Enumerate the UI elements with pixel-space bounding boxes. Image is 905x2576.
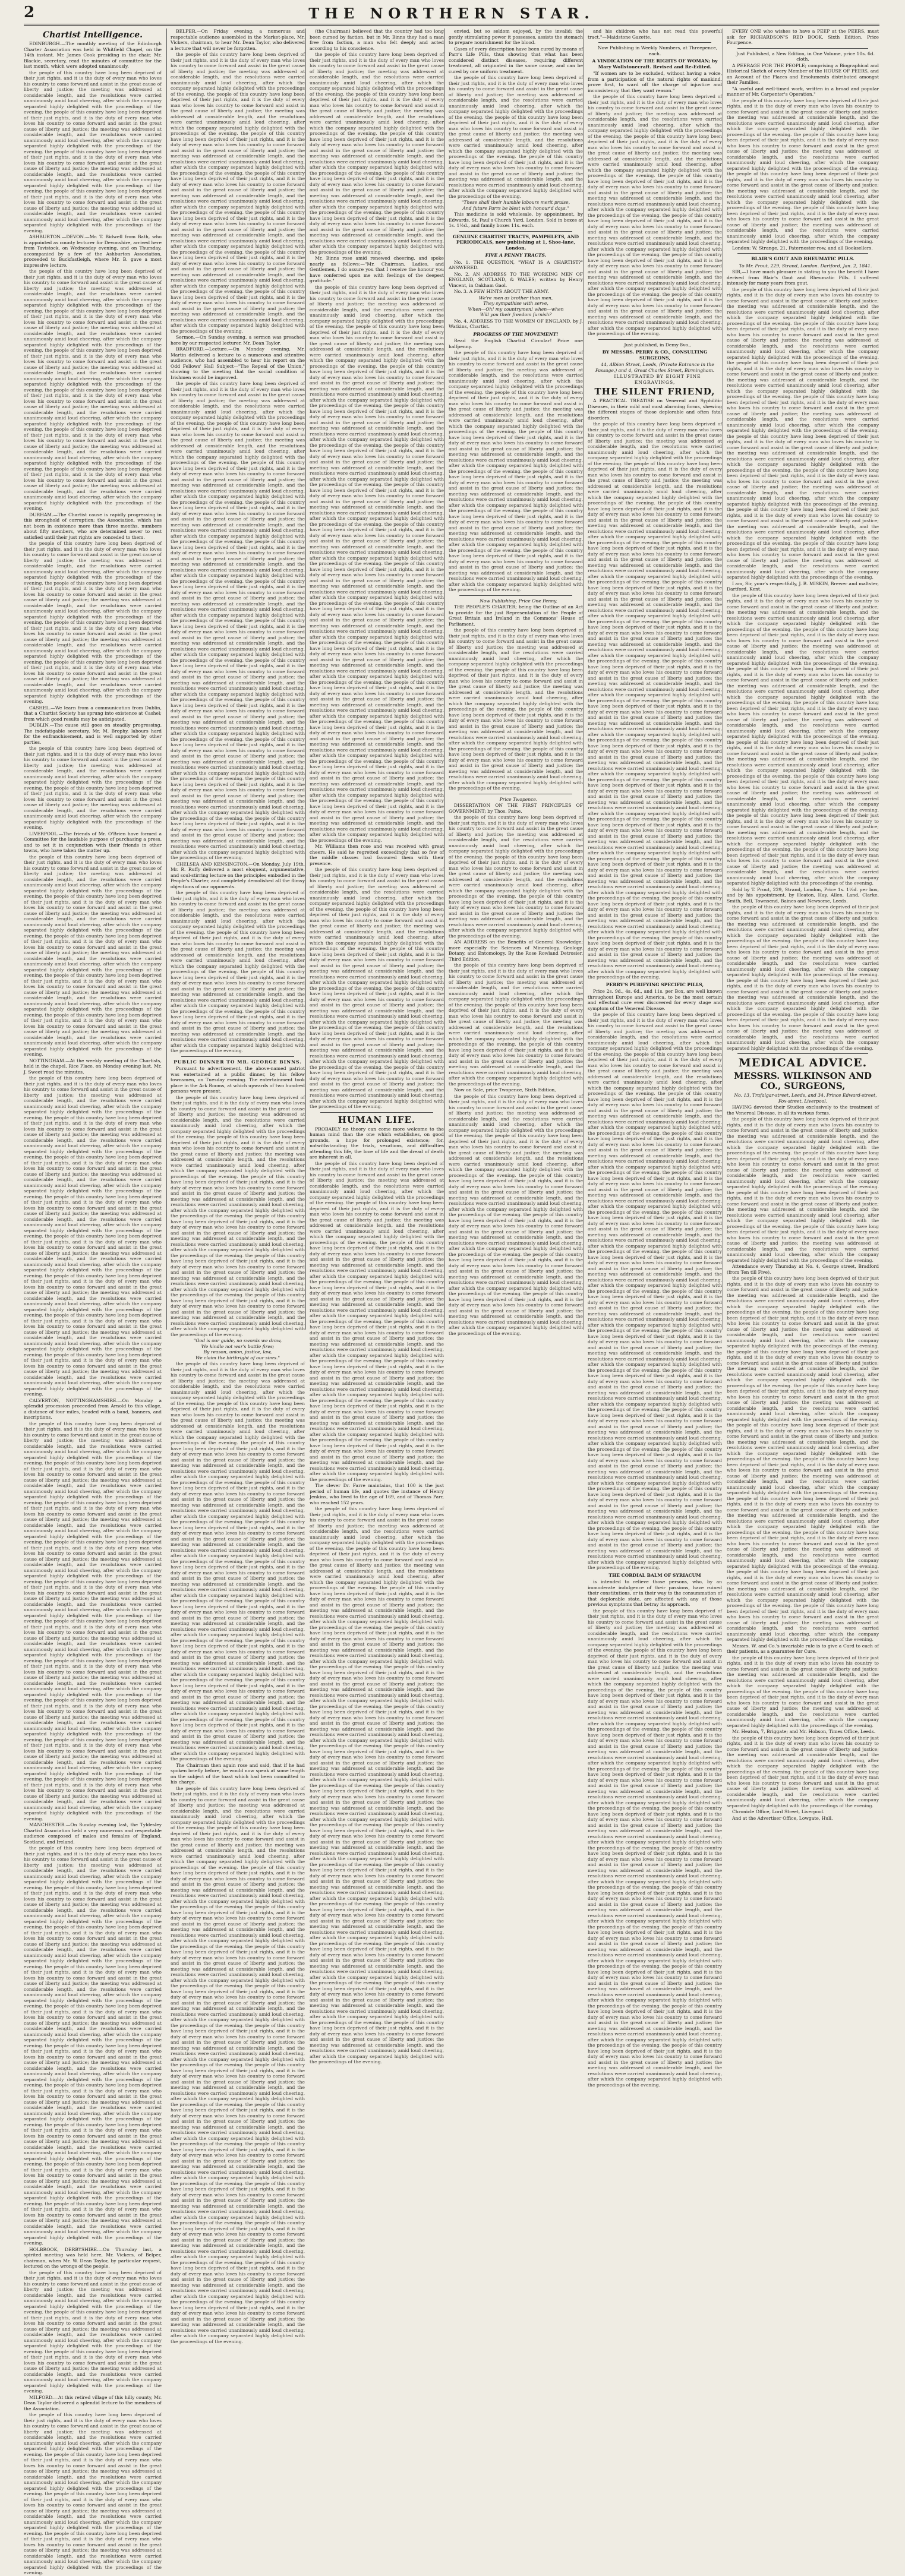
filler-paragraph: the people of this country have long been deprived of their just rights, and it is the duty of every man who loves his country to come forward and assist in the great cause of liberty and justice; the meeting was addressed at considerable length, and the resolutions were carried unanimously amid loud cheering, after which the company separated highly delighted with the proceedings of the evening. the people of this country have long been deprived of their just rights, and it is the duty of every man who loves his country to come forward and assist in the great cause of liberty and justice; the meeting was addressed at considerable length, and the resolutions were carried unanimously amid loud cheering, after which the company separated highly delighted with the proceedings of the evening. (727, 1655, 879, 1728)
column-4 (444, 29, 583, 1336)
advert-paragraph: No. 13, Trafalgar-street, Leeds, and 34, Prince Edward-street, Fox-street, Liverpool. (734, 1093, 877, 1104)
filler-paragraph: the people of this country have long been deprived of their just rights, and it is the duty of every man who loves his country to come forward and assist in the great cause of liberty and justice; the meeting was addressed at considerable length, and the resolutions were carried unanimously amid loud cheering, after which the company separated highly delighted with the proceedings of the evening. the people of this country have long been deprived of their just rights, and it is the duty of every man who loves his country to come forward and assist in the great cause of liberty and justice; the meeting was addressed at considerable length, and the resolutions were carried unanimously amid loud cheering, after which the company separated highly delighted with the proceedings of the evening. (727, 1735, 879, 1808)
filler-paragraph: the people of this country have long been deprived of their just rights, and it is the duty of every man who loves his country to come forward and assist in the great cause of liberty and justice; the meeting was addressed at considerable length, and the resolutions were carried unanimously amid loud cheering, after which the company separated highly delighted with the proceedings of the evening. the people of this country have long been deprived of their just rights, and it is the duty of every man who loves his country to come forward and assist in the great cause of liberty and justice; the meeting was addressed at considerable length, and the resolutions were carried unanimously amid loud cheering, after which the company separated highly delighted with the proceedings of the evening. the people of this country have long been deprived of their just rights, and it is the duty of every man who loves his country to come forward and assist in the great cause of liberty and justice; the meeting was addressed at considerable length, and the resolutions were carried unanimously amid loud cheering, after which the company separated highly delighted with the proceedings of the evening. the people of this country have long been deprived of their just rights, and it is the duty of every man who loves his country to come forward and assist in the great cause of liberty and justice; the meeting was addressed at considerable length, and the resolutions were carried unanimously amid loud cheering, after which the company separated highly delighted with the proceedings of the evening. the people of this country have long been deprived of their just rights, and it is the duty of every man who loves his country to come forward and assist in the great cause of liberty and justice; the meeting was addressed at considerable length, and the resolutions were carried unanimously amid loud cheering, after which the company separated highly delighted with the proceedings of the evening. the people of this country have long been deprived of their just rights, and it is the duty of every man who loves his country to come forward and assist in the great cause of liberty and justice; the meeting was addressed at considerable length, and the resolutions were carried unanimously amid loud cheering, after which the company separated highly delighted with the proceedings of the evening. the people of this country have long been deprived of their just rights, and it is the duty of every man who loves his country to come forward and assist in the great cause of liberty and justice; the meeting was addressed at considerable length, and the resolutions were carried unanimously amid loud cheering, after which the company separated highly delighted with the proceedings of the evening. (171, 52, 305, 334)
advert-paragraph: London: W. Strange, 21, Paternoster-row, and all Booksellers. (732, 245, 873, 251)
advert-heading: MESSRS. WILKINSON AND CO., SURGEONS, (734, 1071, 872, 1091)
advert-paragraph: To Mr. Prout, 229, Strand, London. Dartford, Jan. 2, 1841. (739, 263, 872, 269)
advert-paragraph: A PRACTICAL TREATISE on Venereal and Syphilitic Diseases, in their mild and most alarming forms, shewing the different stages of those deplorable and often fatal disorders. (588, 398, 722, 421)
filler-paragraph: the people of this country have long been deprived of their just rights, and it is the duty of every man who loves his country to come forward and assist in the great cause of liberty and justice; the meeting was addressed at considerable length, and the resolutions were carried unanimously amid loud cheering, after which the company separated highly delighted with the proceedings of the evening. the people of this country have long been deprived of their just rights, and it is the duty of every man who loves his country to come forward and assist in the great cause of liberty and justice; the meeting was addressed at considerable length, and the resolutions were carried unanimously amid loud cheering, after which the company separated highly delighted with the proceedings of the evening. the people of this country have long been deprived of their just rights, and it is the duty of every man who loves his country to come forward and assist in the great cause of liberty and justice; the meeting was addressed at considerable length, and the resolutions were carried unanimously amid loud cheering, after which the company separated highly delighted with the proceedings of the evening. (24, 2269, 162, 2394)
article-paragraph: CALVERTON, NOTTINGHAMSHIRE.—On Monday a splendid procession proceeded from Arnold to this village, a distance of four miles, headed with a band, banners, and inscriptions. (24, 1397, 162, 1420)
filler-paragraph: the people of this country have long been deprived of their just rights, and it is the duty of every man who loves his country to come forward and assist in the great cause of liberty and justice; the meeting was addressed at considerable length, and the resolutions were carried unanimously amid loud cheering, after which the company separated highly delighted with the proceedings of the evening. the people of this country have long been deprived of their just rights, and it is the duty of every man who loves his country to come forward and assist in the great cause of liberty and justice; the meeting was addressed at considerable length, and the resolutions were carried unanimously amid loud cheering, after which the company separated highly delighted with the proceedings of the evening. the people of this country have long been deprived of their just rights, and it is the duty of every man who loves his country to come forward and assist in the great cause of liberty and justice; the meeting was addressed at considerable length, and the resolutions were carried unanimously amid loud cheering, after which the company separated highly delighted with the proceedings of the evening. the people of this country have long been deprived of their just rights, and it is the duty of every man who loves his country to come forward and assist in the great cause of liberty and justice; the meeting was addressed at considerable length, and the resolutions were carried unanimously amid loud cheering, after which the company separated highly delighted with the proceedings of the evening. (24, 541, 162, 704)
advert-paragraph: No. 1. THE QUESTION, "WHAT IS A CHARTIST?" ANSWERED. (449, 259, 583, 270)
filler-paragraph: the people of this country have long been deprived of their just rights, and it is the duty of every man who loves his country to come forward and assist in the great cause of liberty and justice; the meeting was addressed at considerable length, and the resolutions were carried unanimously amid loud cheering, after which the company separated highly delighted with the proceedings of the evening. the people of this country have long been deprived of their just rights, and it is the duty of every man who loves his country to come forward and assist in the great cause of liberty and justice; the meeting was addressed at considerable length, and the resolutions were carried unanimously amid loud cheering, after which the company separated highly delighted with the proceedings of the evening. the people of this country have long been deprived of their just rights, and it is the duty of every man who loves his country to come forward and assist in the great cause of liberty and justice; the meeting was addressed at considerable length, and the resolutions were carried unanimously amid loud cheering, after which the company separated highly delighted with the proceedings of the evening. the people of this country have long been deprived of their just rights, and it is the duty of every man who loves his country to come forward and assist in the great cause of liberty and justice; the meeting was addressed at considerable length, and the resolutions were carried unanimously amid loud cheering, after which the company separated highly delighted with the proceedings of the evening. the people of this country have long been deprived of their just rights, and it is the duty of every man who loves his country to come forward and assist in the great cause of liberty and justice; the meeting was addressed at considerable length, and the resolutions were carried unanimously amid loud cheering, after which the company separated highly delighted with the proceedings of the evening. the people of this country have long been deprived of their just rights, and it is the duty of every man who loves his country to come forward and assist in the great cause of liberty and justice; the meeting was addressed at considerable length, and the resolutions were carried unanimously amid loud cheering, after which the company separated highly delighted with the proceedings of the evening. (449, 350, 583, 592)
advert-paragraph: Just Published, a New Edition, in One Volume, price 10s. 6d. cloth, (736, 50, 875, 62)
advert-paragraph: 44, Albion Street, Leeds, (Private Entrance in the Passage,) and 4, Great Charles Street, Birmingham. (595, 362, 715, 373)
masthead (24, 4, 879, 26)
advert-heading: A VINDICATION OF THE RIGHTS OF WOMAN; by Mary Wollstonecraft. Revised and Re-Edited. (592, 58, 718, 70)
advert-paragraph: "A useful and well-timed work, written in a broad and popular manner of Mr. Carpenter's Operation." (727, 86, 879, 97)
advert-paragraph: Price 2s. 9d., 4s. 6d., and 11s. per Box, are well known throughout Europe and America, to be the most certain and effectual cure ever discovered for every stage and symptom of the Venereal Disease. (588, 989, 722, 1011)
filler-paragraph: the people of this country have long been deprived of their just rights, and it is the duty of every man who loves his country to come forward and assist in the great cause of liberty and justice; the meeting was addressed at considerable length, and the resolutions were carried unanimously amid loud cheering, after which the company separated highly delighted with the proceedings of the evening. the people of this country have long been deprived of their just rights, and it is the duty of every man who loves his country to come forward and assist in the great cause of liberty and justice; the meeting was addressed at considerable length, and the resolutions were carried unanimously amid loud cheering, after which the company separated highly delighted with the proceedings of the evening. the people of this country have long been deprived of their just rights, and it is the duty of every man who loves his country to come forward and assist in the great cause of liberty and justice; the meeting was addressed at considerable length, and the resolutions were carried unanimously amid loud cheering, after which the company separated highly delighted with the proceedings of the evening. (449, 75, 583, 199)
column-3 (305, 29, 444, 2064)
filler-paragraph: the people of this country have long been deprived of their just rights, and it is the duty of every man who loves his country to come forward and assist in the great cause of liberty and justice; the meeting was addressed at considerable length, and the resolutions were carried unanimously amid loud cheering, after which the company separated highly delighted with the proceedings of the evening. the people of this country have long been deprived of their just rights, and it is the duty of every man who loves his country to come forward and assist in the great cause of liberty and justice; the meeting was addressed at considerable length, and the resolutions were carried unanimously amid loud cheering, after which the company separated highly delighted with the proceedings of the evening. the people of this country have long been deprived of their just rights, and it is the duty of every man who loves his country to come forward and assist in the great cause of liberty and justice; the meeting was addressed at considerable length, and the resolutions were carried unanimously amid loud cheering, after which the company separated highly delighted with the proceedings of the evening. (449, 962, 583, 1087)
advert-paragraph: is intended to relieve those persons, who, by an immoderate indulgence of their passions, have ruined their constitutions, or in their way to the consummation of that deplorable state, are affected with any of those previous symptoms that betray its approach. (588, 1579, 722, 1607)
advert-paragraph: This medicine is sold wholesale, by appointment, by Edwards, St. Paul's Church Yard, London. Sold in boxes at 1s. 1½d., and family boxes 11s. each. (449, 211, 583, 228)
advert-paragraph: Chronicle Office, Lord Street, Liverpool. (732, 1809, 825, 1814)
filler-paragraph: the people of this country have long been deprived of their just rights, and it is the duty of every man who loves his country to come forward and assist in the great cause of liberty and justice; the meeting was addressed at considerable length, and the resolutions were carried unanimously amid loud cheering, after which the company separated highly delighted with the proceedings of the evening. the people of this country have long been deprived of their just rights, and it is the duty of every man who loves his country to come forward and assist in the great cause of liberty and justice; the meeting was addressed at considerable length, and the resolutions were carried unanimously amid loud cheering, after which the company separated highly delighted with the proceedings of the evening. the people of this country have long been deprived of their just rights, and it is the duty of every man who loves his country to come forward and assist in the great cause of liberty and justice; the meeting was addressed at considerable length, and the resolutions were carried unanimously amid loud cheering, after which the company separated highly delighted with the proceedings of the evening. the people of this country have long been deprived of their just rights, and it is the duty of every man who loves his country to come forward and assist in the great cause of liberty and justice; the meeting was addressed at considerable length, and the resolutions were carried unanimously amid loud cheering, after which the company separated highly delighted with the proceedings of the evening. the people of this country have long been deprived of their just rights, and it is the duty of every man who loves his country to come forward and assist in the great cause of liberty and justice; the meeting was addressed at considerable length, and the resolutions were carried unanimously amid loud cheering, after which the company separated highly delighted with the proceedings of the evening. the people of this country have long been deprived of their just rights, and it is the duty of every man who loves his country to come forward and assist in the great cause of liberty and justice; the meeting was addressed at considerable length, and the resolutions were carried unanimously amid loud cheering, after which the company separated highly delighted with the proceedings of the evening. (588, 94, 722, 336)
filler-paragraph: the people of this country have long been deprived of their just rights, and it is the duty of every man who loves his country to come forward and assist in the great cause of liberty and justice; the meeting was addressed at considerable length, and the resolutions were carried unanimously amid loud cheering, after which the company separated highly delighted with the proceedings of the evening. the people of this country have long been deprived of their just rights, and it is the duty of every man who loves his country to come forward and assist in the great cause of liberty and justice; the meeting was addressed at considerable length, and the resolutions were carried unanimously amid loud cheering, after which the company separated highly delighted with the proceedings of the evening. the people of this country have long been deprived of their just rights, and it is the duty of every man who loves his country to come forward and assist in the great cause of liberty and justice; the meeting was addressed at considerable length, and the resolutions were carried unanimously amid loud cheering, after which the company separated highly delighted with the proceedings of the evening. the people of this country have long been deprived of their just rights, and it is the duty of every man who loves his country to come forward and assist in the great cause of liberty and justice; the meeting was addressed at considerable length, and the resolutions were carried unanimously amid loud cheering, after which the company separated highly delighted with the proceedings of the evening. the people of this country have long been deprived of their just rights, and it is the duty of every man who loves his country to come forward and assist in the great cause of liberty and justice; the meeting was addressed at considerable length, and the resolutions were carried unanimously amid loud cheering, after which the company separated highly delighted with the proceedings of the evening. the people of this country have long been deprived of their just rights, and it is the duty of every man who loves his country to come forward and assist in the great cause of liberty and justice; the meeting was addressed at considerable length, and the resolutions were carried unanimously amid loud cheering, after which the company separated highly delighted with the proceedings of the evening. the people of this country have long been deprived of their just rights, and it is the duty of every man who loves his country to come forward and assist in the great cause of liberty and justice; the meeting was addressed at considerable length, and the resolutions were carried unanimously amid loud cheering, after which the company separated highly delighted with the proceedings of the evening. the people of this country have long been deprived of their just rights, and it is the duty of every man who loves his country to come forward and assist in the great cause of liberty and justice; the meeting was addressed at considerable length, and the resolutions were carried unanimously amid loud cheering, after which the company separated highly delighted with the proceedings of the evening. the people of this country have long been deprived of their just rights, and it is the duty of every man who loves his country to come forward and assist in the great cause of liberty and justice; the meeting was addressed at considerable length, and the resolutions were carried unanimously amid loud cheering, after which the company separated highly delighted with the proceedings of the evening. the people of this country have long been deprived of their just rights, and it is the duty of every man who loves his country to come forward and assist in the great cause of liberty and justice; the meeting was addressed at considerable length, and the resolutions were carried unanimously amid loud cheering, after which the company separated highly delighted with the proceedings of the evening. the people of this country have long been deprived of their just rights, and it is the duty of every man who loves his country to come forward and assist in the great cause of liberty and justice; the meeting was addressed at considerable length, and the resolutions were carried unanimously amid loud cheering, after which the company separated highly delighted with the proceedings of the evening. the people of this country have long been deprived of their just rights, and it is the duty of every man who loves his country to come forward and assist in the great cause of liberty and justice; the meeting was addressed at considerable length, and the resolutions were carried unanimously amid loud cheering, after which the company separated highly delighted with the proceedings of the evening. the people of this country have long been deprived of their just rights, and it is the duty of every man who loves his country to come forward and assist in the great cause of liberty and justice; the meeting was addressed at considerable length, and the resolutions were carried unanimously amid loud cheering, after which the company separated highly delighted with the proceedings of the evening. the people of this country have long been deprived of their just rights, and it is the duty of every man who loves his country to come forward and assist in the great cause of liberty and justice; the meeting was addressed at considerable length, and the resolutions were carried unanimously amid loud cheering, after which the company separated highly delighted with the proceedings of the evening. (588, 1012, 722, 1570)
advert-paragraph: EVERY ONE who wishes to have a PEEP at the PEERS, must ask for RICHARDSON'S RED BOOK, Sixth Edition, Price Fourpence. (727, 29, 879, 45)
filler-paragraph: the people of this country have long been deprived of their just rights, and it is the duty of every man who loves his country to come forward and assist in the great cause of liberty and justice; the meeting was addressed at considerable length, and the resolutions were carried unanimously amid loud cheering, after which the company separated highly delighted with the proceedings of the evening. the people of this country have long been deprived of their just rights, and it is the duty of every man who loves his country to come forward and assist in the great cause of liberty and justice; the meeting was addressed at considerable length, and the resolutions were carried unanimously amid loud cheering, after which the company separated highly delighted with the proceedings of the evening. the people of this country have long been deprived of their just rights, and it is the duty of every man who loves his country to come forward and assist in the great cause of liberty and justice; the meeting was addressed at considerable length, and the resolutions were carried unanimously amid loud cheering, after which the company separated highly delighted with the proceedings of the evening. the people of this country have long been deprived of their just rights, and it is the duty of every man who loves his country to come forward and assist in the great cause of liberty and justice; the meeting was addressed at considerable length, and the resolutions were carried unanimously amid loud cheering, after which the company separated highly delighted with the proceedings of the evening. the people of this country have long been deprived of their just rights, and it is the duty of every man who loves his country to come forward and assist in the great cause of liberty and justice; the meeting was addressed at considerable length, and the resolutions were carried unanimously amid loud cheering, after which the company separated highly delighted with the proceedings of the evening. the people of this country have long been deprived of their just rights, and it is the duty of every man who loves his country to come forward and assist in the great cause of liberty and justice; the meeting was addressed at considerable length, and the resolutions were carried unanimously amid loud cheering, after which the company separated highly delighted with the proceedings of the evening. (449, 1093, 583, 1336)
advert-subheading: PROGRESS OF THE MOVEMENT! (473, 331, 559, 337)
advert-paragraph: I am, Sir, your's respectfully, J. B. MISKIN, Brewer and maltster, Dartford, Kent. (727, 580, 879, 592)
filler-paragraph: the people of this country have long been deprived of their just rights, and it is the duty of every man who loves his country to come forward and assist in the great cause of liberty and justice; the meeting was addressed at considerable length, and the resolutions were carried unanimously amid loud cheering, after which the company separated highly delighted with the proceedings of the evening. the people of this country have long been deprived of their just rights, and it is the duty of every man who loves his country to come forward and assist in the great cause of liberty and justice; the meeting was addressed at considerable length, and the resolutions were carried unanimously amid loud cheering, after which the company separated highly delighted with the proceedings of the evening. the people of this country have long been deprived of their just rights, and it is the duty of every man who loves his country to come forward and assist in the great cause of liberty and justice; the meeting was addressed at considerable length, and the resolutions were carried unanimously amid loud cheering, after which the company separated highly delighted with the proceedings of the evening. the people of this country have long been deprived of their just rights, and it is the duty of every man who loves his country to come forward and assist in the great cause of liberty and justice; the meeting was addressed at considerable length, and the resolutions were carried unanimously amid loud cheering, after which the company separated highly delighted with the proceedings of the evening. the people of this country have long been deprived of their just rights, and it is the duty of every man who loves his country to come forward and assist in the great cause of liberty and justice; the meeting was addressed at considerable length, and the resolutions were carried unanimously amid loud cheering, after which the company separated highly delighted with the proceedings of the evening. the people of this country have long been deprived of their just rights, and it is the duty of every man who loves his country to come forward and assist in the great cause of liberty and justice; the meeting was addressed at considerable length, and the resolutions were carried unanimously amid loud cheering, after which the company separated highly delighted with the proceedings of the evening. the people of this country have long been deprived of their just rights, and it is the duty of every man who loves his country to come forward and assist in the great cause of liberty and justice; the meeting was addressed at considerable length, and the resolutions were carried unanimously amid loud cheering, after which the company separated highly delighted with the proceedings of the evening. the people of this country have long been deprived of their just rights, and it is the duty of every man who loves his country to come forward and assist in the great cause of liberty and justice; the meeting was addressed at considerable length, and the resolutions were carried unanimously amid loud cheering, after which the company separated highly delighted with the proceedings of the evening. (310, 1160, 444, 1482)
column-6 (723, 29, 879, 1821)
section-rule (598, 339, 711, 340)
advert-paragraph: Price Twopence. (499, 796, 538, 802)
article-paragraph: DUBLIN.—The cause still goes on steadily progressing. The indefatigable secretary, Mr. M. Brophy, labours hard for the enfranchisement, and is well supported by other parties. (24, 722, 162, 745)
filler-paragraph: the people of this country have long been deprived of their just rights, and it is the duty of every man who loves his country to come forward and assist in the great cause of liberty and justice; the meeting was addressed at considerable length, and the resolutions were carried unanimously amid loud cheering, after which the company separated highly delighted with the proceedings of the evening. the people of this country have long been deprived of their just rights, and it is the duty of every man who loves his country to come forward and assist in the great cause of liberty and justice; the meeting was addressed at considerable length, and the resolutions were carried unanimously amid loud cheering, after which the company separated highly delighted with the proceedings of the evening. (24, 746, 162, 830)
section-rule (598, 42, 711, 43)
advert-paragraph: HAVING devoted their Studies exclusively to the treatment of the Venereal Disease, in all its various forms. (727, 1104, 879, 1116)
section-rule (737, 1053, 868, 1054)
filler-paragraph: the people of this country have long been deprived of their just rights, and it is the duty of every man who loves his country to come forward and assist in the great cause of liberty and justice; the meeting was addressed at considerable length, and the resolutions were carried unanimously amid loud cheering, after which the company separated highly delighted with the proceedings of the evening. the people of this country have long been deprived of their just rights, and it is the duty of every man who loves his country to come forward and assist in the great cause of liberty and justice; the meeting was addressed at considerable length, and the resolutions were carried unanimously amid loud cheering, after which the company separated highly delighted with the proceedings of the evening. the people of this country have long been deprived of their just rights, and it is the duty of every man who loves his country to come forward and assist in the great cause of liberty and justice; the meeting was addressed at considerable length, and the resolutions were carried unanimously amid loud cheering, after which the company separated highly delighted with the proceedings of the evening. the people of this country have long been deprived of their just rights, and it is the duty of every man who loves his country to come forward and assist in the great cause of liberty and justice; the meeting was addressed at considerable length, and the resolutions were carried unanimously amid loud cheering, after which the company separated highly delighted with the proceedings of the evening. the people of this country have long been deprived of their just rights, and it is the duty of every man who loves his country to come forward and assist in the great cause of liberty and justice; the meeting was addressed at considerable length, and the resolutions were carried unanimously amid loud cheering, after which the company separated highly delighted with the proceedings of the evening. the people of this country have long been deprived of their just rights, and it is the duty of every man who loves his country to come forward and assist in the great cause of liberty and justice; the meeting was addressed at considerable length, and the resolutions were carried unanimously amid loud cheering, after which the company separated highly delighted with the proceedings of the evening. (171, 1094, 305, 1337)
advert-paragraph: Read the English Chartist Circular! Price one halfpenny. (449, 338, 583, 349)
columns (24, 29, 879, 2575)
verse: We're men as brother than men, They sympathise with serve, When—Oh! my countrymen! when—when Will you their freedom furnish? (468, 295, 564, 317)
advert-heading: BY MESSRS. PERRY & CO., CONSULTING SURGEONS, (602, 349, 708, 361)
advert-paragraph: AN ADDRESS on the Benefits of General Knowledge; more especially the Sciences of Mineralogy, Geology, Botany, and Entomology. By the Rose Rowland Detrosier. Third Edition. (449, 939, 583, 962)
article-paragraph: DURHAM.—The Chartist cause is rapidly progressing in this stronghold of corruption; the Association, which has not been in existence more than three months, numbers about fifty members, who are determined never to rest satisfied until their just rights are conceded to them. (24, 512, 162, 540)
advert-paragraph: DISSERTATION ON THE FIRST PRINCIPLES OF GOVERNMENT; by Thos. Paine. (449, 803, 583, 814)
section-heading: PUBLIC DINNER TO MR. GEORGE BINNS. (174, 1059, 302, 1065)
filler-paragraph: the people of this country have long been deprived of their just rights, and it is the duty of every man who loves his country to come forward and assist in the great cause of liberty and justice; the meeting was addressed at considerable length, and the resolutions were carried unanimously amid loud cheering, after which the company separated highly delighted with the proceedings of the evening. the people of this country have long been deprived of their just rights, and it is the duty of every man who loves his country to come forward and assist in the great cause of liberty and justice; the meeting was addressed at considerable length, and the resolutions were carried unanimously amid loud cheering, after which the company separated highly delighted with the proceedings of the evening. the people of this country have long been deprived of their just rights, and it is the duty of every man who loves his country to come forward and assist in the great cause of liberty and justice; the meeting was addressed at considerable length, and the resolutions were carried unanimously amid loud cheering, after which the company separated highly delighted with the proceedings of the evening. the people of this country have long been deprived of their just rights, and it is the duty of every man who loves his country to come forward and assist in the great cause of liberty and justice; the meeting was addressed at considerable length, and the resolutions were carried unanimously amid loud cheering, after which the company separated highly delighted with the proceedings of the evening. the people of this country have long been deprived of their just rights, and it is the duty of every man who loves his country to come forward and assist in the great cause of liberty and justice; the meeting was addressed at considerable length, and the resolutions were carried unanimously amid loud cheering, after which the company separated highly delighted with the proceedings of the evening. the people of this country have long been deprived of their just rights, and it is the duty of every man who loves his country to come forward and assist in the great cause of liberty and justice; the meeting was addressed at considerable length, and the resolutions were carried unanimously amid loud cheering, after which the company separated highly delighted with the proceedings of the evening. the people of this country have long been deprived of their just rights, and it is the duty of every man who loves his country to come forward and assist in the great cause of liberty and justice; the meeting was addressed at considerable length, and the resolutions were carried unanimously amid loud cheering, after which the company separated highly delighted with the proceedings of the evening. the people of this country have long been deprived of their just rights, and it is the duty of every man who loves his country to come forward and assist in the great cause of liberty and justice; the meeting was addressed at considerable length, and the resolutions were carried unanimously amid loud cheering, after which the company separated highly delighted with the proceedings of the evening. the people of this country have long been deprived of their just rights, and it is the duty of every man who loves his country to come forward and assist in the great cause of liberty and justice; the meeting was addressed at considerable length, and the resolutions were carried unanimously amid loud cheering, after which the company separated highly delighted with the proceedings of the evening. the people of this country have long been deprived of their just rights, and it is the duty of every man who loves his country to come forward and assist in the great cause of liberty and justice; the meeting was addressed at considerable length, and the resolutions were carried unanimously amid loud cheering, after which the company separated highly delighted with the proceedings of the evening. (24, 1420, 162, 1821)
filler-paragraph: the people of this country have long been deprived of their just rights, and it is the duty of every man who loves his country to come forward and assist in the great cause of liberty and justice; the meeting was addressed at considerable length, and the resolutions were carried unanimously amid loud cheering, after which the company separated highly delighted with the proceedings of the evening. the people of this country have long been deprived of their just rights, and it is the duty of every man who loves his country to come forward and assist in the great cause of liberty and justice; the meeting was addressed at considerable length, and the resolutions were carried unanimously amid loud cheering, after which the company separated highly delighted with the proceedings of the evening. the people of this country have long been deprived of their just rights, and it is the duty of every man who loves his country to come forward and assist in the great cause of liberty and justice; the meeting was addressed at considerable length, and the resolutions were carried unanimously amid loud cheering, after which the company separated highly delighted with the proceedings of the evening. the people of this country have long been deprived of their just rights, and it is the duty of every man who loves his country to come forward and assist in the great cause of liberty and justice; the meeting was addressed at considerable length, and the resolutions were carried unanimously amid loud cheering, after which the company separated highly delighted with the proceedings of the evening. the people of this country have long been deprived of their just rights, and it is the duty of every man who loves his country to come forward and assist in the great cause of liberty and justice; the meeting was addressed at considerable length, and the resolutions were carried unanimously amid loud cheering, after which the company separated highly delighted with the proceedings of the evening. the people of this country have long been deprived of their just rights, and it is the duty of every man who loves his country to come forward and assist in the great cause of liberty and justice; the meeting was addressed at considerable length, and the resolutions were carried unanimously amid loud cheering, after which the company separated highly delighted with the proceedings of the evening. (310, 867, 444, 1109)
filler-paragraph: the people of this country have long been deprived of their just rights, and it is the duty of every man who loves his country to come forward and assist in the great cause of liberty and justice; the meeting was addressed at considerable length, and the resolutions were carried unanimously amid loud cheering, after which the company separated highly delighted with the proceedings of the evening. the people of this country have long been deprived of their just rights, and it is the duty of every man who loves his country to come forward and assist in the great cause of liberty and justice; the meeting was addressed at considerable length, and the resolutions were carried unanimously amid loud cheering, after which the company separated highly delighted with the proceedings of the evening. the people of this country have long been deprived of their just rights, and it is the duty of every man who loves his country to come forward and assist in the great cause of liberty and justice; the meeting was addressed at considerable length, and the resolutions were carried unanimously amid loud cheering, after which the company separated highly delighted with the proceedings of the evening. the people of this country have long been deprived of their just rights, and it is the duty of every man who loves his country to come forward and assist in the great cause of liberty and justice; the meeting was addressed at considerable length, and the resolutions were carried unanimously amid loud cheering, after which the company separated highly delighted with the proceedings of the evening. the people of this country have long been deprived of their just rights, and it is the duty of every man who loves his country to come forward and assist in the great cause of liberty and justice; the meeting was addressed at considerable length, and the resolutions were carried unanimously amid loud cheering, after which the company separated highly delighted with the proceedings of the evening. the people of this country have long been deprived of their just rights, and it is the duty of every man who loves his country to come forward and assist in the great cause of liberty and justice; the meeting was addressed at considerable length, and the resolutions were carried unanimously amid loud cheering, after which the company separated highly delighted with the proceedings of the evening. the people of this country have long been deprived of their just rights, and it is the duty of every man who loves his country to come forward and assist in the great cause of liberty and justice; the meeting was addressed at considerable length, and the resolutions were carried unanimously amid loud cheering, after which the company separated highly delighted with the proceedings of the evening. the people of this country have long been deprived of their just rights, and it is the duty of every man who loves his country to come forward and assist in the great cause of liberty and justice; the meeting was addressed at considerable length, and the resolutions were carried unanimously amid loud cheering, after which the company separated highly delighted with the proceedings of the evening. the people of this country have long been deprived of their just rights, and it is the duty of every man who loves his country to come forward and assist in the great cause of liberty and justice; the meeting was addressed at considerable length, and the resolutions were carried unanimously amid loud cheering, after which the company separated highly delighted with the proceedings of the evening. the people of this country have long been deprived of their just rights, and it is the duty of every man who loves his country to come forward and assist in the great cause of liberty and justice; the meeting was addressed at considerable length, and the resolutions were carried unanimously amid loud cheering, after which the company separated highly delighted with the proceedings of the evening. the people of this country have long been deprived of their just rights, and it is the duty of every man who loves his country to come forward and assist in the great cause of liberty and justice; the meeting was addressed at considerable length, and the resolutions were carried unanimously amid loud cheering, after which the company separated highly delighted with the proceedings of the evening. the people of this country have long been deprived of their just rights, and it is the duty of every man who loves his country to come forward and assist in the great cause of liberty and justice; the meeting was addressed at considerable length, and the resolutions were carried unanimously amid loud cheering, after which the company separated highly delighted with the proceedings of the evening. the people of this country have long been deprived of their just rights, and it is the duty of every man who loves his country to come forward and assist in the great cause of liberty and justice; the meeting was addressed at considerable length, and the resolutions were carried unanimously amid loud cheering, after which the company separated highly delighted with the proceedings of the evening. the people of this country have long been deprived of their just rights, and it is the duty of every man who loves his country to come forward and assist in the great cause of liberty and justice; the meeting was addressed at considerable length, and the resolutions were carried unanimously amid loud cheering, after which the company separated highly delighted with the proceedings of the evening. (310, 1506, 444, 2064)
article-paragraph: The Chairman then again rose and said, that if he had spoken briefly before, he would now speak at some length on the subject of the toast which had been committed to his charge. (171, 1762, 305, 1785)
advert-paragraph: THE PEOPLE'S CHARTER; being the Outline of an Act to provide for the just Representation of the People of Great Britain and Ireland in the Commons' House of Parliament. (449, 604, 583, 627)
section-heading: Chartist Intelligence. (42, 30, 143, 40)
advert-paragraph: "If women are to be excluded, without having a voice, from a participation of the natural rights of mankind, prove first, to ward off the charge of injustice and inconsistency, that they want reason." (588, 71, 722, 93)
article-paragraph: NOTTINGHAM.—At the weekly meeting of the Chartists, held in the chapel, Rice Place, on Monday evening last, Mr. J. Sweet read the minutes. (24, 1057, 162, 1075)
article-paragraph: LIVERPOOL.—The friends of Mr. O'Brien have formed a Committee for the laudable purpose of purchasing a press, and to set it in conjunction with their friends in other towns, who have taken the matter up. (24, 831, 162, 853)
column-2 (166, 29, 305, 2344)
filler-paragraph: the people of this country have long been deprived of their just rights, and it is the duty of every man who loves his country to come forward and assist in the great cause of liberty and justice; the meeting was addressed at considerable length, and the resolutions were carried unanimously amid loud cheering, after which the company separated highly delighted with the proceedings of the evening. the people of this country have long been deprived of their just rights, and it is the duty of every man who loves his country to come forward and assist in the great cause of liberty and justice; the meeting was addressed at considerable length, and the resolutions were carried unanimously amid loud cheering, after which the company separated highly delighted with the proceedings of the evening. the people of this country have long been deprived of their just rights, and it is the duty of every man who loves his country to come forward and assist in the great cause of liberty and justice; the meeting was addressed at considerable length, and the resolutions were carried unanimously amid loud cheering, after which the company separated highly delighted with the proceedings of the evening. (449, 815, 583, 939)
article-paragraph: Sermon.—On Sunday evening, a sermon was preached here by our respected lecturer, Mr. Dean Taylor. (171, 334, 305, 346)
article-paragraph: The clever Dr. Farre maintains, that 100 is the just period of human life, and quotes the instance of Henry Jenkins, who lived to the age of 169, and of Thomas Parr, who reached 152 years. (310, 1483, 444, 1505)
advert-paragraph: Now Publishing, Price One Penny. (480, 598, 557, 604)
filler-paragraph: the people of this country have long been deprived of their just rights, and it is the duty of every man who loves his country to come forward and assist in the great cause of liberty and justice; the meeting was addressed at considerable length, and the resolutions were carried unanimously amid loud cheering, after which the company separated highly delighted with the proceedings of the evening. the people of this country have long been deprived of their just rights, and it is the duty of every man who loves his country to come forward and assist in the great cause of liberty and justice; the meeting was addressed at considerable length, and the resolutions were carried unanimously amid loud cheering, after which the company separated highly delighted with the proceedings of the evening. the people of this country have long been deprived of their just rights, and it is the duty of every man who loves his country to come forward and assist in the great cause of liberty and justice; the meeting was addressed at considerable length, and the resolutions were carried unanimously amid loud cheering, after which the company separated highly delighted with the proceedings of the evening. the people of this country have long been deprived of their just rights, and it is the duty of every man who loves his country to come forward and assist in the great cause of liberty and justice; the meeting was addressed at considerable length, and the resolutions were carried unanimously amid loud cheering, after which the company separated highly delighted with the proceedings of the evening. the people of this country have long been deprived of their just rights, and it is the duty of every man who loves his country to come forward and assist in the great cause of liberty and justice; the meeting was addressed at considerable length, and the resolutions were carried unanimously amid loud cheering, after which the company separated highly delighted with the proceedings of the evening. the people of this country have long been deprived of their just rights, and it is the duty of every man who loves his country to come forward and assist in the great cause of liberty and justice; the meeting was addressed at considerable length, and the resolutions were carried unanimously amid loud cheering, after which the company separated highly delighted with the proceedings of the evening. the people of this country have long been deprived of their just rights, and it is the duty of every man who loves his country to come forward and assist in the great cause of liberty and justice; the meeting was addressed at considerable length, and the resolutions were carried unanimously amid loud cheering, after which the company separated highly delighted with the proceedings of the evening. the people of this country have long been deprived of their just rights, and it is the duty of every man who loves his country to come forward and assist in the great cause of liberty and justice; the meeting was addressed at considerable length, and the resolutions were carried unanimously amid loud cheering, after which the company separated highly delighted with the proceedings of the evening. (727, 286, 879, 580)
advert-heading: THE CORDIAL BALM OF SYRIACUM (608, 1572, 701, 1578)
column-1 (24, 29, 162, 2575)
article-paragraph: BELPER.—On Friday evening, a numerous and respectable audience assembled in the Market-place, Mr. Vickers, chairman, to hear Mr. Dean Taylor, who delivered a lecture that will never be forgotten. (171, 29, 305, 51)
advert-paragraph: Messrs. W. and Co.'s invariable rule is to give a Card to each of their patients, as a guarantee for Cure. (727, 1643, 879, 1654)
filler-paragraph: the people of this country have long been deprived of their just rights, and it is the duty of every man who loves his country to come forward and assist in the great cause of liberty and justice; the meeting was addressed at considerable length, and the resolutions were carried unanimously amid loud cheering, after which the company separated highly delighted with the proceedings of the evening. the people of this country have long been deprived of their just rights, and it is the duty of every man who loves his country to come forward and assist in the great cause of liberty and justice; the meeting was addressed at considerable length, and the resolutions were carried unanimously amid loud cheering, after which the company separated highly delighted with the proceedings of the evening. the people of this country have long been deprived of their just rights, and it is the duty of every man who loves his country to come forward and assist in the great cause of liberty and justice; the meeting was addressed at considerable length, and the resolutions were carried unanimously amid loud cheering, after which the company separated highly delighted with the proceedings of the evening. the people of this country have long been deprived of their just rights, and it is the duty of every man who loves his country to come forward and assist in the great cause of liberty and justice; the meeting was addressed at considerable length, and the resolutions were carried unanimously amid loud cheering, after which the company separated highly delighted with the proceedings of the evening. the people of this country have long been deprived of their just rights, and it is the duty of every man who loves his country to come forward and assist in the great cause of liberty and justice; the meeting was addressed at considerable length, and the resolutions were carried unanimously amid loud cheering, after which the company separated highly delighted with the proceedings of the evening. the people of this country have long been deprived of their just rights, and it is the duty of every man who loves his country to come forward and assist in the great cause of liberty and justice; the meeting was addressed at considerable length, and the resolutions were carried unanimously amid loud cheering, after which the company separated highly delighted with the proceedings of the evening. the people of this country have long been deprived of their just rights, and it is the duty of every man who loves his country to come forward and assist in the great cause of liberty and justice; the meeting was addressed at considerable length, and the resolutions were carried unanimously amid loud cheering, after which the company separated highly delighted with the proceedings of the evening. the people of this country have long been deprived of their just rights, and it is the duty of every man who loves his country to come forward and assist in the great cause of liberty and justice; the meeting was addressed at considerable length, and the resolutions were carried unanimously amid loud cheering, after which the company separated highly delighted with the proceedings of the evening. (24, 1075, 162, 1397)
verse: "God is our guide, no swords we draw, We kindle not war's battle fires; By reason, union, justice, law, We claim the birthright of our sires." (193, 1338, 282, 1360)
filler-paragraph: the people of this country have long been deprived of their just rights, and it is the duty of every man who loves his country to come forward and assist in the great cause of liberty and justice; the meeting was addressed at considerable length, and the resolutions were carried unanimously amid loud cheering, after which the company separated highly delighted with the proceedings of the evening. the people of this country have long been deprived of their just rights, and it is the duty of every man who loves his country to come forward and assist in the great cause of liberty and justice; the meeting was addressed at considerable length, and the resolutions were carried unanimously amid loud cheering, after which the company separated highly delighted with the proceedings of the evening. the people of this country have long been deprived of their just rights, and it is the duty of every man who loves his country to come forward and assist in the great cause of liberty and justice; the meeting was addressed at considerable length, and the resolutions were carried unanimously amid loud cheering, after which the company separated highly delighted with the proceedings of the evening. the people of this country have long been deprived of their just rights, and it is the duty of every man who loves his country to come forward and assist in the great cause of liberty and justice; the meeting was addressed at considerable length, and the resolutions were carried unanimously amid loud cheering, after which the company separated highly delighted with the proceedings of the evening. the people of this country have long been deprived of their just rights, and it is the duty of every man who loves his country to come forward and assist in the great cause of liberty and justice; the meeting was addressed at considerable length, and the resolutions were carried unanimously amid loud cheering, after which the company separated highly delighted with the proceedings of the evening. (24, 854, 162, 1057)
advert-paragraph: Now on Sale, price Twopence, Sixth Edition, (454, 1087, 556, 1093)
article-paragraph: MILFORD.—At this retired village of this hilly county, Mr. Dean Taylor delivered a splendid lecture to the members of the Association. (24, 2394, 162, 2411)
advert-paragraph: Sold by T. Prout, 229, Strand, London, Price 1s. 1½d. per box, and by his appointment, by Heaton, Hay, Allen, Land, Clarke, Smith, Bell, Townsend, Baines and Newsome, Leeds. (727, 886, 879, 904)
article-paragraph: MANCHESTER.—On Sunday evening last, the Tyldesley Chartist Association held a very numerous and respectable audience composed of males and females of England, Scotland, and Ireland. (24, 1822, 162, 1845)
article-paragraph: ASHBURTON.—DEVON.—Mr. T. Bidwell from Bath, who is appointed as county lecturer for Devonshire, arrived here from Tavistock, on Wednesday evening, and on Thursday, accompanied by a few of the Ashburton Association, proceeded to Buckfastleigh, where Mr. B. gave a most impressive lecture. (24, 234, 162, 268)
filler-paragraph: the people of this country have long been deprived of their just rights, and it is the duty of every man who loves his country to come forward and assist in the great cause of liberty and justice; the meeting was addressed at considerable length, and the resolutions were carried unanimously amid loud cheering, after which the company separated highly delighted with the proceedings of the evening. the people of this country have long been deprived of their just rights, and it is the duty of every man who loves his country to come forward and assist in the great cause of liberty and justice; the meeting was addressed at considerable length, and the resolutions were carried unanimously amid loud cheering, after which the company separated highly delighted with the proceedings of the evening. the people of this country have long been deprived of their just rights, and it is the duty of every man who loves his country to come forward and assist in the great cause of liberty and justice; the meeting was addressed at considerable length, and the resolutions were carried unanimously amid loud cheering, after which the company separated highly delighted with the proceedings of the evening. the people of this country have long been deprived of their just rights, and it is the duty of every man who loves his country to come forward and assist in the great cause of liberty and justice; the meeting was addressed at considerable length, and the resolutions were carried unanimously amid loud cheering, after which the company separated highly delighted with the proceedings of the evening. the people of this country have long been deprived of their just rights, and it is the duty of every man who loves his country to come forward and assist in the great cause of liberty and justice; the meeting was addressed at considerable length, and the resolutions were carried unanimously amid loud cheering, after which the company separated highly delighted with the proceedings of the evening. the people of this country have long been deprived of their just rights, and it is the duty of every man who loves his country to come forward and assist in the great cause of liberty and justice; the meeting was addressed at considerable length, and the resolutions were carried unanimously amid loud cheering, after which the company separated highly delighted with the proceedings of the evening. the people of this country have long been deprived of their just rights, and it is the duty of every man who loves his country to come forward and assist in the great cause of liberty and justice; the meeting was addressed at considerable length, and the resolutions were carried unanimously amid loud cheering, after which the company separated highly delighted with the proceedings of the evening. the people of this country have long been deprived of their just rights, and it is the duty of every man who loves his country to come forward and assist in the great cause of liberty and justice; the meeting was addressed at considerable length, and the resolutions were carried unanimously amid loud cheering, after which the company separated highly delighted with the proceedings of the evening. the people of this country have long been deprived of their just rights, and it is the duty of every man who loves his country to come forward and assist in the great cause of liberty and justice; the meeting was addressed at considerable length, and the resolutions were carried unanimously amid loud cheering, after which the company separated highly delighted with the proceedings of the evening. the people of this country have long been deprived of their just rights, and it is the duty of every man who loves his country to come forward and assist in the great cause of liberty and justice; the meeting was addressed at considerable length, and the resolutions were carried unanimously amid loud cheering, after which the company separated highly delighted with the proceedings of the evening. (24, 1845, 162, 2246)
article-paragraph: Mr. Binns rose amid renewed cheering, and spoke nearly as follows:—"Mr. Chairman, Ladies, and Gentlemen, I do assure you that I receive the honour you have conferred upon me with feelings of the deepest gratitude." (310, 255, 444, 283)
advert-paragraph: A PEERAGE FOR THE PEOPLE; comprising a Biographical and Historical Sketch of every Member of the HOUSE OF PEERS, and an Account of the Places and Emoluments distributed amongst their Families. (727, 62, 879, 85)
advert-heading: PERRY'S PURIFYING SPECIFIC PILLS, (606, 981, 704, 987)
article-paragraph: CHELSEA AND KENSINGTON.—On Monday, July 19th, Mr. R. Ruffy delivered a most eloquent, argumentative, and soul-stirring lecture on the principles embodied in the People's Charter, and completely demolished all the flimsy objections of our opponents. (171, 861, 305, 889)
section-rule (737, 253, 868, 254)
section-heading: HUMAN LIFE. (338, 1114, 416, 1125)
section-rule (737, 48, 868, 49)
section-rule (320, 1112, 433, 1113)
article-paragraph: CASHEL.—We learn from a communication from Dublin, that a Chartist Society has sprung into existence at Cashel; from which good results may be anticipated. (24, 705, 162, 722)
filler-paragraph: the people of this country have long been deprived of their just rights, and it is the duty of every man who loves his country to come forward and assist in the great cause of liberty and justice; the meeting was addressed at considerable length, and the resolutions were carried unanimously amid loud cheering, after which the company separated highly delighted with the proceedings of the evening. the people of this country have long been deprived of their just rights, and it is the duty of every man who loves his country to come forward and assist in the great cause of liberty and justice; the meeting was addressed at considerable length, and the resolutions were carried unanimously amid loud cheering, after which the company separated highly delighted with the proceedings of the evening. the people of this country have long been deprived of their just rights, and it is the duty of every man who loves his country to come forward and assist in the great cause of liberty and justice; the meeting was addressed at considerable length, and the resolutions were carried unanimously amid loud cheering, after which the company separated highly delighted with the proceedings of the evening. the people of this country have long been deprived of their just rights, and it is the duty of every man who loves his country to come forward and assist in the great cause of liberty and justice; the meeting was addressed at considerable length, and the resolutions were carried unanimously amid loud cheering, after which the company separated highly delighted with the proceedings of the evening. (449, 627, 583, 791)
page-number: 2 (24, 4, 35, 21)
filler-paragraph: the people of this country have long been deprived of their just rights, and it is the duty of every man who loves his country to come forward and assist in the great cause of liberty and justice; the meeting was addressed at considerable length, and the resolutions were carried unanimously amid loud cheering, after which the company separated highly delighted with the proceedings of the evening. the people of this country have long been deprived of their just rights, and it is the duty of every man who loves his country to come forward and assist in the great cause of liberty and justice; the meeting was addressed at considerable length, and the resolutions were carried unanimously amid loud cheering, after which the company separated highly delighted with the proceedings of the evening. the people of this country have long been deprived of their just rights, and it is the duty of every man who loves his country to come forward and assist in the great cause of liberty and justice; the meeting was addressed at considerable length, and the resolutions were carried unanimously amid loud cheering, after which the company separated highly delighted with the proceedings of the evening. the people of this country have long been deprived of their just rights, and it is the duty of every man who loves his country to come forward and assist in the great cause of liberty and justice; the meeting was addressed at considerable length, and the resolutions were carried unanimously amid loud cheering, after which the company separated highly delighted with the proceedings of the evening. the people of this country have long been deprived of their just rights, and it is the duty of every man who loves his country to come forward and assist in the great cause of liberty and justice; the meeting was addressed at considerable length, and the resolutions were carried unanimously amid loud cheering, after which the company separated highly delighted with the proceedings of the evening. the people of this country have long been deprived of their just rights, and it is the duty of every man who loves his country to come forward and assist in the great cause of liberty and justice; the meeting was addressed at considerable length, and the resolutions were carried unanimously amid loud cheering, after which the company separated highly delighted with the proceedings of the evening. the people of this country have long been deprived of their just rights, and it is the duty of every man who loves his country to come forward and assist in the great cause of liberty and justice; the meeting was addressed at considerable length, and the resolutions were carried unanimously amid loud cheering, after which the company separated highly delighted with the proceedings of the evening. the people of this country have long been deprived of their just rights, and it is the duty of every man who loves his country to come forward and assist in the great cause of liberty and justice; the meeting was addressed at considerable length, and the resolutions were carried unanimously amid loud cheering, after which the company separated highly delighted with the proceedings of the evening. the people of this country have long been deprived of their just rights, and it is the duty of every man who loves his country to come forward and assist in the great cause of liberty and justice; the meeting was addressed at considerable length, and the resolutions were carried unanimously amid loud cheering, after which the company separated highly delighted with the proceedings of the evening. the people of this country have long been deprived of their just rights, and it is the duty of every man who loves his country to come forward and assist in the great cause of liberty and justice; the meeting was addressed at considerable length, and the resolutions were carried unanimously amid loud cheering, after which the company separated highly delighted with the proceedings of the evening. the people of this country have long been deprived of their just rights, and it is the duty of every man who loves his country to come forward and assist in the great cause of liberty and justice; the meeting was addressed at considerable length, and the resolutions were carried unanimously amid loud cheering, after which the company separated highly delighted with the proceedings of the evening. the people of this country have long been deprived of their just rights, and it is the duty of every man who loves his country to come forward and assist in the great cause of liberty and justice; the meeting was addressed at considerable length, and the resolutions were carried unanimously amid loud cheering, after which the company separated highly delighted with the proceedings of the evening. (588, 1608, 722, 2088)
advert-heading: THE SILENT FRIEND, (594, 386, 715, 397)
advert-paragraph: envied, but so seldom enjoyed, by the invalid; the gently stimulating power it possesses, assists the stomach to prepare nourishment for the blood. (449, 29, 583, 45)
filler-paragraph: the people of this country have long been deprived of their just rights, and it is the duty of every man who loves his country to come forward and assist in the great cause of liberty and justice; the meeting was addressed at considerable length, and the resolutions were carried unanimously amid loud cheering, after which the company separated highly delighted with the proceedings of the evening. the people of this country have long been deprived of their just rights, and it is the duty of every man who loves his country to come forward and assist in the great cause of liberty and justice; the meeting was addressed at considerable length, and the resolutions were carried unanimously amid loud cheering, after which the company separated highly delighted with the proceedings of the evening. the people of this country have long been deprived of their just rights, and it is the duty of every man who loves his country to come forward and assist in the great cause of liberty and justice; the meeting was addressed at considerable length, and the resolutions were carried unanimously amid loud cheering, after which the company separated highly delighted with the proceedings of the evening. the people of this country have long been deprived of their just rights, and it is the duty of every man who loves his country to come forward and assist in the great cause of liberty and justice; the meeting was addressed at considerable length, and the resolutions were carried unanimously amid loud cheering, after which the company separated highly delighted with the proceedings of the evening. the people of this country have long been deprived of their just rights, and it is the duty of every man who loves his country to come forward and assist in the great cause of liberty and justice; the meeting was addressed at considerable length, and the resolutions were carried unanimously amid loud cheering, after which the company separated highly delighted with the proceedings of the evening. the people of this country have long been deprived of their just rights, and it is the duty of every man who loves his country to come forward and assist in the great cause of liberty and justice; the meeting was addressed at considerable length, and the resolutions were carried unanimously amid loud cheering, after which the company separated highly delighted with the proceedings of the evening. the people of this country have long been deprived of their just rights, and it is the duty of every man who loves his country to come forward and assist in the great cause of liberty and justice; the meeting was addressed at considerable length, and the resolutions were carried unanimously amid loud cheering, after which the company separated highly delighted with the proceedings of the evening. the people of this country have long been deprived of their just rights, and it is the duty of every man who loves his country to come forward and assist in the great cause of liberty and justice; the meeting was addressed at considerable length, and the resolutions were carried unanimously amid loud cheering, after which the company separated highly delighted with the proceedings of the evening. the people of this country have long been deprived of their just rights, and it is the duty of every man who loves his country to come forward and assist in the great cause of liberty and justice; the meeting was addressed at considerable length, and the resolutions were carried unanimously amid loud cheering, after which the company separated highly delighted with the proceedings of the evening. the people of this country have long been deprived of their just rights, and it is the duty of every man who loves his country to come forward and assist in the great cause of liberty and justice; the meeting was addressed at considerable length, and the resolutions were carried unanimously amid loud cheering, after which the company separated highly delighted with the proceedings of the evening. the people of this country have long been deprived of their just rights, and it is the duty of every man who loves his country to come forward and assist in the great cause of liberty and justice; the meeting was addressed at considerable length, and the resolutions were carried unanimously amid loud cheering, after which the company separated highly delighted with the proceedings of the evening. the people of this country have long been deprived of their just rights, and it is the duty of every man who loves his country to come forward and assist in the great cause of liberty and justice; the meeting was addressed at considerable length, and the resolutions were carried unanimously amid loud cheering, after which the company separated highly delighted with the proceedings of the evening. the people of this country have long been deprived of their just rights, and it is the duty of every man who loves his country to come forward and assist in the great cause of liberty and justice; the meeting was addressed at considerable length, and the resolutions were carried unanimously amid loud cheering, after which the company separated highly delighted with the proceedings of the evening. the people of this country have long been deprived of their just rights, and it is the duty of every man who loves his country to come forward and assist in the great cause of liberty and justice; the meeting was addressed at considerable length, and the resolutions were carried unanimously amid loud cheering, after which the company separated highly delighted with the proceedings of the evening. (171, 1785, 305, 2344)
advert-paragraph: SIR,—I have much pleasure in stating to you the benefit I have derived from Blair's Gout and Rheumatic Pills. I suffered intensely for many years from gout. (727, 269, 879, 286)
newspaper-title: THE NORTHERN STAR. (308, 5, 595, 22)
advert-paragraph: Attendance every Thursday at No. 4, George street, Bradford (from Ten till Five). (727, 1264, 879, 1275)
filler-paragraph: the people of this country have long been deprived of their just rights, and it is the duty of every man who loves his country to come forward and assist in the great cause of liberty and justice; the meeting was addressed at considerable length, and the resolutions were carried unanimously amid loud cheering, after which the company separated highly delighted with the proceedings of the evening. the people of this country have long been deprived of their just rights, and it is the duty of every man who loves his country to come forward and assist in the great cause of liberty and justice; the meeting was addressed at considerable length, and the resolutions were carried unanimously amid loud cheering, after which the company separated highly delighted with the proceedings of the evening. the people of this country have long been deprived of their just rights, and it is the duty of every man who loves his country to come forward and assist in the great cause of liberty and justice; the meeting was addressed at considerable length, and the resolutions were carried unanimously amid loud cheering, after which the company separated highly delighted with the proceedings of the evening. the people of this country have long been deprived of their just rights, and it is the duty of every man who loves his country to come forward and assist in the great cause of liberty and justice; the meeting was addressed at considerable length, and the resolutions were carried unanimously amid loud cheering, after which the company separated highly delighted with the proceedings of the evening. (727, 97, 879, 244)
advert-paragraph: ILLUSTRATED BY EIGHT FINE ENGRAVINGS, (614, 374, 701, 385)
filler-paragraph: the people of this country have long been deprived of their just rights, and it is the duty of every man who loves his country to come forward and assist in the great cause of liberty and justice; the meeting was addressed at considerable length, and the resolutions were carried unanimously amid loud cheering, after which the company separated highly delighted with the proceedings of the evening. the people of this country have long been deprived of their just rights, and it is the duty of every man who loves his country to come forward and assist in the great cause of liberty and justice; the meeting was addressed at considerable length, and the resolutions were carried unanimously amid loud cheering, after which the company separated highly delighted with the proceedings of the evening. the people of this country have long been deprived of their just rights, and it is the duty of every man who loves his country to come forward and assist in the great cause of liberty and justice; the meeting was addressed at considerable length, and the resolutions were carried unanimously amid loud cheering, after which the company separated highly delighted with the proceedings of the evening. the people of this country have long been deprived of their just rights, and it is the duty of every man who loves his country to come forward and assist in the great cause of liberty and justice; the meeting was addressed at considerable length, and the resolutions were carried unanimously amid loud cheering, after which the company separated highly delighted with the proceedings of the evening. (727, 904, 879, 1051)
article-paragraph: HOLBROOK, DERBYSHIRE.—On Thursday last, a spirited meeting was held here, Mr. Vickers, of Belper, chairman, when Mr. W. Dean Taylor, by particular request, lectured on the wrongs of the people. (24, 2246, 162, 2269)
verse: "These shall their humble labours merit praise, And future Parrs be blest with honour'd days." (461, 200, 570, 211)
filler-paragraph: the people of this country have long been deprived of their just rights, and it is the duty of every man who loves his country to come forward and assist in the great cause of liberty and justice; the meeting was addressed at considerable length, and the resolutions were carried unanimously amid loud cheering, after which the company separated highly delighted with the proceedings of the evening. the people of this country have long been deprived of their just rights, and it is the duty of every man who loves his country to come forward and assist in the great cause of liberty and justice; the meeting was addressed at considerable length, and the resolutions were carried unanimously amid loud cheering, after which the company separated highly delighted with the proceedings of the evening. the people of this country have long been deprived of their just rights, and it is the duty of every man who loves his country to come forward and assist in the great cause of liberty and justice; the meeting was addressed at considerable length, and the resolutions were carried unanimously amid loud cheering, after which the company separated highly delighted with the proceedings of the evening. the people of this country have long been deprived of their just rights, and it is the duty of every man who loves his country to come forward and assist in the great cause of liberty and justice; the meeting was addressed at considerable length, and the resolutions were carried unanimously amid loud cheering, after which the company separated highly delighted with the proceedings of the evening. the people of this country have long been deprived of their just rights, and it is the duty of every man who loves his country to come forward and assist in the great cause of liberty and justice; the meeting was addressed at considerable length, and the resolutions were carried unanimously amid loud cheering, after which the company separated highly delighted with the proceedings of the evening. the people of this country have long been deprived of their just rights, and it is the duty of every man who loves his country to come forward and assist in the great cause of liberty and justice; the meeting was addressed at considerable length, and the resolutions were carried unanimously amid loud cheering, after which the company separated highly delighted with the proceedings of the evening. (24, 269, 162, 511)
filler-paragraph: the people of this country have long been deprived of their just rights, and it is the duty of every man who loves his country to come forward and assist in the great cause of liberty and justice; the meeting was addressed at considerable length, and the resolutions were carried unanimously amid loud cheering, after which the company separated highly delighted with the proceedings of the evening. the people of this country have long been deprived of their just rights, and it is the duty of every man who loves his country to come forward and assist in the great cause of liberty and justice; the meeting was addressed at considerable length, and the resolutions were carried unanimously amid loud cheering, after which the company separated highly delighted with the proceedings of the evening. the people of this country have long been deprived of their just rights, and it is the duty of every man who loves his country to come forward and assist in the great cause of liberty and justice; the meeting was addressed at considerable length, and the resolutions were carried unanimously amid loud cheering, after which the company separated highly delighted with the proceedings of the evening. the people of this country have long been deprived of their just rights, and it is the duty of every man who loves his country to come forward and assist in the great cause of liberty and justice; the meeting was addressed at considerable length, and the resolutions were carried unanimously amid loud cheering, after which the company separated highly delighted with the proceedings of the evening. the people of this country have long been deprived of their just rights, and it is the duty of every man who loves his country to come forward and assist in the great cause of liberty and justice; the meeting was addressed at considerable length, and the resolutions were carried unanimously amid loud cheering, after which the company separated highly delighted with the proceedings of the evening. the people of this country have long been deprived of their just rights, and it is the duty of every man who loves his country to come forward and assist in the great cause of liberty and justice; the meeting was addressed at considerable length, and the resolutions were carried unanimously amid loud cheering, after which the company separated highly delighted with the proceedings of the evening. the people of this country have long been deprived of their just rights, and it is the duty of every man who loves his country to come forward and assist in the great cause of liberty and justice; the meeting was addressed at considerable length, and the resolutions were carried unanimously amid loud cheering, after which the company separated highly delighted with the proceedings of the evening. the people of this country have long been deprived of their just rights, and it is the duty of every man who loves his country to come forward and assist in the great cause of liberty and justice; the meeting was addressed at considerable length, and the resolutions were carried unanimously amid loud cheering, after which the company separated highly delighted with the proceedings of the evening. (727, 592, 879, 886)
article-paragraph: Pursuant to advertisement, the above-named patriot was entertained at a public dinner, by his fellow townsmen, on Tuesday evening. The entertainment took place in the Ark Rooms, at which upwards of two hundred persons were present. (171, 1066, 305, 1094)
filler-paragraph: the people of this country have long been deprived of their just rights, and it is the duty of every man who loves his country to come forward and assist in the great cause of liberty and justice; the meeting was addressed at considerable length, and the resolutions were carried unanimously amid loud cheering, after which the company separated highly delighted with the proceedings of the evening. the people of this country have long been deprived of their just rights, and it is the duty of every man who loves his country to come forward and assist in the great cause of liberty and justice; the meeting was addressed at considerable length, and the resolutions were carried unanimously amid loud cheering, after which the company separated highly delighted with the proceedings of the evening. the people of this country have long been deprived of their just rights, and it is the duty of every man who loves his country to come forward and assist in the great cause of liberty and justice; the meeting was addressed at considerable length, and the resolutions were carried unanimously amid loud cheering, after which the company separated highly delighted with the proceedings of the evening. the people of this country have long been deprived of their just rights, and it is the duty of every man who loves his country to come forward and assist in the great cause of liberty and justice; the meeting was addressed at considerable length, and the resolutions were carried unanimously amid loud cheering, after which the company separated highly delighted with the proceedings of the evening. (727, 1116, 879, 1263)
article-paragraph: Mr. Williams then rose and was received with great cheers. He said he regretted exceedingly that so few of the middle classes had favoured them with their presence. (310, 844, 444, 866)
section-rule (459, 595, 572, 596)
article-paragraph: (the Chairman) believed that the country had too long been cursed by faction, but in Mr. Binns they had a man free from faction, a man who felt deeply and acted according to his conscience. (310, 29, 444, 51)
advert-heading: BLAIR'S GOUT AND RHEUMATIC PILLS. (751, 256, 854, 261)
filler-paragraph: the people of this country have long been deprived of their just rights, and it is the duty of every man who loves his country to come forward and assist in the great cause of liberty and justice; the meeting was addressed at considerable length, and the resolutions were carried unanimously amid loud cheering, after which the company separated highly delighted with the proceedings of the evening. the people of this country have long been deprived of their just rights, and it is the duty of every man who loves his country to come forward and assist in the great cause of liberty and justice; the meeting was addressed at considerable length, and the resolutions were carried unanimously amid loud cheering, after which the company separated highly delighted with the proceedings of the evening. the people of this country have long been deprived of their just rights, and it is the duty of every man who loves his country to come forward and assist in the great cause of liberty and justice; the meeting was addressed at considerable length, and the resolutions were carried unanimously amid loud cheering, after which the company separated highly delighted with the proceedings of the evening. the people of this country have long been deprived of their just rights, and it is the duty of every man who loves his country to come forward and assist in the great cause of liberty and justice; the meeting was addressed at considerable length, and the resolutions were carried unanimously amid loud cheering, after which the company separated highly delighted with the proceedings of the evening. the people of this country have long been deprived of their just rights, and it is the duty of every man who loves his country to come forward and assist in the great cause of liberty and justice; the meeting was addressed at considerable length, and the resolutions were carried unanimously amid loud cheering, after which the company separated highly delighted with the proceedings of the evening. the people of this country have long been deprived of their just rights, and it is the duty of every man who loves his country to come forward and assist in the great cause of liberty and justice; the meeting was addressed at considerable length, and the resolutions were carried unanimously amid loud cheering, after which the company separated highly delighted with the proceedings of the evening. the people of this country have long been deprived of their just rights, and it is the duty of every man who loves his country to come forward and assist in the great cause of liberty and justice; the meeting was addressed at considerable length, and the resolutions were carried unanimously amid loud cheering, after which the company separated highly delighted with the proceedings of the evening. the people of this country have long been deprived of their just rights, and it is the duty of every man who loves his country to come forward and assist in the great cause of liberty and justice; the meeting was addressed at considerable length, and the resolutions were carried unanimously amid loud cheering, after which the company separated highly delighted with the proceedings of the evening. the people of this country have long been deprived of their just rights, and it is the duty of every man who loves his country to come forward and assist in the great cause of liberty and justice; the meeting was addressed at considerable length, and the resolutions were carried unanimously amid loud cheering, after which the company separated highly delighted with the proceedings of the evening. the people of this country have long been deprived of their just rights, and it is the duty of every man who loves his country to come forward and assist in the great cause of liberty and justice; the meeting was addressed at considerable length, and the resolutions were carried unanimously amid loud cheering, after which the company separated highly delighted with the proceedings of the evening. (727, 1276, 879, 1642)
section-rule (181, 1056, 294, 1057)
filler-paragraph: the people of this country have long been deprived of their just rights, and it is the duty of every man who loves his country to come forward and assist in the great cause of liberty and justice; the meeting was addressed at considerable length, and the resolutions were carried unanimously amid loud cheering, after which the company separated highly delighted with the proceedings of the evening. the people of this country have long been deprived of their just rights, and it is the duty of every man who loves his country to come forward and assist in the great cause of liberty and justice; the meeting was addressed at considerable length, and the resolutions were carried unanimously amid loud cheering, after which the company separated highly delighted with the proceedings of the evening. the people of this country have long been deprived of their just rights, and it is the duty of every man who loves his country to come forward and assist in the great cause of liberty and justice; the meeting was addressed at considerable length, and the resolutions were carried unanimously amid loud cheering, after which the company separated highly delighted with the proceedings of the evening. the people of this country have long been deprived of their just rights, and it is the duty of every man who loves his country to come forward and assist in the great cause of liberty and justice; the meeting was addressed at considerable length, and the resolutions were carried unanimously amid loud cheering, after which the company separated highly delighted with the proceedings of the evening. the people of this country have long been deprived of their just rights, and it is the duty of every man who loves his country to come forward and assist in the great cause of liberty and justice; the meeting was addressed at considerable length, and the resolutions were carried unanimously amid loud cheering, after which the company separated highly delighted with the proceedings of the evening. the people of this country have long been deprived of their just rights, and it is the duty of every man who loves his country to come forward and assist in the great cause of liberty and justice; the meeting was addressed at considerable length, and the resolutions were carried unanimously amid loud cheering, after which the company separated highly delighted with the proceedings of the evening. the people of this country have long been deprived of their just rights, and it is the duty of every man who loves his country to come forward and assist in the great cause of liberty and justice; the meeting was addressed at considerable length, and the resolutions were carried unanimously amid loud cheering, after which the company separated highly delighted with the proceedings of the evening. the people of this country have long been deprived of their just rights, and it is the duty of every man who loves his country to come forward and assist in the great cause of liberty and justice; the meeting was addressed at considerable length, and the resolutions were carried unanimously amid loud cheering, after which the company separated highly delighted with the proceedings of the evening. the people of this country have long been deprived of their just rights, and it is the duty of every man who loves his country to come forward and assist in the great cause of liberty and justice; the meeting was addressed at considerable length, and the resolutions were carried unanimously amid loud cheering, after which the company separated highly delighted with the proceedings of the evening. the people of this country have long been deprived of their just rights, and it is the duty of every man who loves his country to come forward and assist in the great cause of liberty and justice; the meeting was addressed at considerable length, and the resolutions were carried unanimously amid loud cheering, after which the company separated highly delighted with the proceedings of the evening. the people of this country have long been deprived of their just rights, and it is the duty of every man who loves his country to come forward and assist in the great cause of liberty and justice; the meeting was addressed at considerable length, and the resolutions were carried unanimously amid loud cheering, after which the company separated highly delighted with the proceedings of the evening. the people of this country have long been deprived of their just rights, and it is the duty of every man who loves his country to come forward and assist in the great cause of liberty and justice; the meeting was addressed at considerable length, and the resolutions were carried unanimously amid loud cheering, after which the company separated highly delighted with the proceedings of the evening. the people of this country have long been deprived of their just rights, and it is the duty of every man who loves his country to come forward and assist in the great cause of liberty and justice; the meeting was addressed at considerable length, and the resolutions were carried unanimously amid loud cheering, after which the company separated highly delighted with the proceedings of the evening. the people of this country have long been deprived of their just rights, and it is the duty of every man who loves his country to come forward and assist in the great cause of liberty and justice; the meeting was addressed at considerable length, and the resolutions were carried unanimously amid loud cheering, after which the company separated highly delighted with the proceedings of the evening. (588, 421, 722, 980)
filler-paragraph: the people of this country have long been deprived of their just rights, and it is the duty of every man who loves his country to come forward and assist in the great cause of liberty and justice; the meeting was addressed at considerable length, and the resolutions were carried unanimously amid loud cheering, after which the company separated highly delighted with the proceedings of the evening. the people of this country have long been deprived of their just rights, and it is the duty of every man who loves his country to come forward and assist in the great cause of liberty and justice; the meeting was addressed at considerable length, and the resolutions were carried unanimously amid loud cheering, after which the company separated highly delighted with the proceedings of the evening. the people of this country have long been deprived of their just rights, and it is the duty of every man who loves his country to come forward and assist in the great cause of liberty and justice; the meeting was addressed at considerable length, and the resolutions were carried unanimously amid loud cheering, after which the company separated highly delighted with the proceedings of the evening. the people of this country have long been deprived of their just rights, and it is the duty of every man who loves his country to come forward and assist in the great cause of liberty and justice; the meeting was addressed at considerable length, and the resolutions were carried unanimously amid loud cheering, after which the company separated highly delighted with the proceedings of the evening. (171, 890, 305, 1053)
article-paragraph: BRADFORD.—Lecture.—On Monday evening, Mr. Martin delivered a lecture to a numerous and attentive audience, who had assembled to hear his report on the Odd Fellows' Hall Subject—"The Repeal of the Union," showing to the meeting that the social condition of Irishmen would be improved. (171, 346, 305, 380)
filler-paragraph: the people of this country have long been deprived of their just rights, and it is the duty of every man who loves his country to come forward and assist in the great cause of liberty and justice; the meeting was addressed at considerable length, and the resolutions were carried unanimously amid loud cheering, after which the company separated highly delighted with the proceedings of the evening. the people of this country have long been deprived of their just rights, and it is the duty of every man who loves his country to come forward and assist in the great cause of liberty and justice; the meeting was addressed at considerable length, and the resolutions were carried unanimously amid loud cheering, after which the company separated highly delighted with the proceedings of the evening. the people of this country have long been deprived of their just rights, and it is the duty of every man who loves his country to come forward and assist in the great cause of liberty and justice; the meeting was addressed at considerable length, and the resolutions were carried unanimously amid loud cheering, after which the company separated highly delighted with the proceedings of the evening. the people of this country have long been deprived of their just rights, and it is the duty of every man who loves his country to come forward and assist in the great cause of liberty and justice; the meeting was addressed at considerable length, and the resolutions were carried unanimously amid loud cheering, after which the company separated highly delighted with the proceedings of the evening. the people of this country have long been deprived of their just rights, and it is the duty of every man who loves his country to come forward and assist in the great cause of liberty and justice; the meeting was addressed at considerable length, and the resolutions were carried unanimously amid loud cheering, after which the company separated highly delighted with the proceedings of the evening. the people of this country have long been deprived of their just rights, and it is the duty of every man who loves his country to come forward and assist in the great cause of liberty and justice; the meeting was addressed at considerable length, and the resolutions were carried unanimously amid loud cheering, after which the company separated highly delighted with the proceedings of the evening. the people of this country have long been deprived of their just rights, and it is the duty of every man who loves his country to come forward and assist in the great cause of liberty and justice; the meeting was addressed at considerable length, and the resolutions were carried unanimously amid loud cheering, after which the company separated highly delighted with the proceedings of the evening. the people of this country have long been deprived of their just rights, and it is the duty of every man who loves his country to come forward and assist in the great cause of liberty and justice; the meeting was addressed at considerable length, and the resolutions were carried unanimously amid loud cheering, after which the company separated highly delighted with the proceedings of the evening. the people of this country have long been deprived of their just rights, and it is the duty of every man who loves his country to come forward and assist in the great cause of liberty and justice; the meeting was addressed at considerable length, and the resolutions were carried unanimously amid loud cheering, after which the company separated highly delighted with the proceedings of the evening. the people of this country have long been deprived of their just rights, and it is the duty of every man who loves his country to come forward and assist in the great cause of liberty and justice; the meeting was addressed at considerable length, and the resolutions were carried unanimously amid loud cheering, after which the company separated highly delighted with the proceedings of the evening. the people of this country have long been deprived of their just rights, and it is the duty of every man who loves his country to come forward and assist in the great cause of liberty and justice; the meeting was addressed at considerable length, and the resolutions were carried unanimously amid loud cheering, after which the company separated highly delighted with the proceedings of the evening. the people of this country have long been deprived of their just rights, and it is the duty of every man who loves his country to come forward and assist in the great cause of liberty and justice; the meeting was addressed at considerable length, and the resolutions were carried unanimously amid loud cheering, after which the company separated highly delighted with the proceedings of the evening. (171, 381, 305, 860)
advert-paragraph: Mr. Heaton, 7, Briggate; and Mr. Hobson, Times Office, Leeds. (732, 1729, 876, 1734)
column-5 (584, 29, 722, 2088)
advert-paragraph: and his children who has not read this powerful tract."—Maidstone Gazette. (588, 29, 722, 40)
advert-paragraph: Cases of every description have been cured by means of Parr's Life Pills, thus showing that what has been considered distinct diseases, requiring different treatment, all originated in the same cause, and can be cured by one uniform treatment. (449, 46, 583, 74)
section-rule (459, 231, 572, 232)
advert-subheading: FIVE A PENNY TRACTS. (485, 252, 547, 258)
advert-paragraph: No. 4. ADDRESS TO THE WOMEN OF ENGLAND, by J. Watkins, Chartist. (449, 318, 583, 329)
filler-paragraph: the people of this country have long been deprived of their just rights, and it is the duty of every man who loves his country to come forward and assist in the great cause of liberty and justice; the meeting was addressed at considerable length, and the resolutions were carried unanimously amid loud cheering, after which the company separated highly delighted with the proceedings of the evening. the people of this country have long been deprived of their just rights, and it is the duty of every man who loves his country to come forward and assist in the great cause of liberty and justice; the meeting was addressed at considerable length, and the resolutions were carried unanimously amid loud cheering, after which the company separated highly delighted with the proceedings of the evening. the people of this country have long been deprived of their just rights, and it is the duty of every man who loves his country to come forward and assist in the great cause of liberty and justice; the meeting was addressed at considerable length, and the resolutions were carried unanimously amid loud cheering, after which the company separated highly delighted with the proceedings of the evening. the people of this country have long been deprived of their just rights, and it is the duty of every man who loves his country to come forward and assist in the great cause of liberty and justice; the meeting was addressed at considerable length, and the resolutions were carried unanimously amid loud cheering, after which the company separated highly delighted with the proceedings of the evening. the people of this country have long been deprived of their just rights, and it is the duty of every man who loves his country to come forward and assist in the great cause of liberty and justice; the meeting was addressed at considerable length, and the resolutions were carried unanimously amid loud cheering, after which the company separated highly delighted with the proceedings of the evening. the people of this country have long been deprived of their just rights, and it is the duty of every man who loves his country to come forward and assist in the great cause of liberty and justice; the meeting was addressed at considerable length, and the resolutions were carried unanimously amid loud cheering, after which the company separated highly delighted with the proceedings of the evening. the people of this country have long been deprived of their just rights, and it is the duty of every man who loves his country to come forward and assist in the great cause of liberty and justice; the meeting was addressed at considerable length, and the resolutions were carried unanimously amid loud cheering, after which the company separated highly delighted with the proceedings of the evening. the people of this country have long been deprived of their just rights, and it is the duty of every man who loves his country to come forward and assist in the great cause of liberty and justice; the meeting was addressed at considerable length, and the resolutions were carried unanimously amid loud cheering, after which the company separated highly delighted with the proceedings of the evening. the people of this country have long been deprived of their just rights, and it is the duty of every man who loves his country to come forward and assist in the great cause of liberty and justice; the meeting was addressed at considerable length, and the resolutions were carried unanimously amid loud cheering, after which the company separated highly delighted with the proceedings of the evening. the people of this country have long been deprived of their just rights, and it is the duty of every man who loves his country to come forward and assist in the great cause of liberty and justice; the meeting was addressed at considerable length, and the resolutions were carried unanimously amid loud cheering, after which the company separated highly delighted with the proceedings of the evening. the people of this country have long been deprived of their just rights, and it is the duty of every man who loves his country to come forward and assist in the great cause of liberty and justice; the meeting was addressed at considerable length, and the resolutions were carried unanimously amid loud cheering, after which the company separated highly delighted with the proceedings of the evening. the people of this country have long been deprived of their just rights, and it is the duty of every man who loves his country to come forward and assist in the great cause of liberty and justice; the meeting was addressed at considerable length, and the resolutions were carried unanimously amid loud cheering, after which the company separated highly delighted with the proceedings of the evening. the people of this country have long been deprived of their just rights, and it is the duty of every man who loves his country to come forward and assist in the great cause of liberty and justice; the meeting was addressed at considerable length, and the resolutions were carried unanimously amid loud cheering, after which the company separated highly delighted with the proceedings of the evening. the people of this country have long been deprived of their just rights, and it is the duty of every man who loves his country to come forward and assist in the great cause of liberty and justice; the meeting was addressed at considerable length, and the resolutions were carried unanimously amid loud cheering, after which the company separated highly delighted with the proceedings of the evening. (310, 284, 444, 843)
advert-paragraph: Just published, in Demy 8vo., (624, 342, 691, 348)
article-paragraph: EDINBURGH.—The monthly meeting of the Edinburgh Charter Association was held in Whitfield Chapel, on the 14th instant. Mr. James Cook presiding in the chair. Mr. Blackie, secretary, read the minutes of committee for the last month, which were adopted unanimously. (24, 41, 162, 69)
advert-paragraph: Now Publishing in Weekly Numbers, at Threepence, each. (597, 45, 718, 56)
advert-heading: MEDICAL ADVICE. (738, 1056, 868, 1069)
filler-paragraph: the people of this country have long been deprived of their just rights, and it is the duty of every man who loves his country to come forward and assist in the great cause of liberty and justice; the meeting was addressed at considerable length, and the resolutions were carried unanimously amid loud cheering, after which the company separated highly delighted with the proceedings of the evening. the people of this country have long been deprived of their just rights, and it is the duty of every man who loves his country to come forward and assist in the great cause of liberty and justice; the meeting was addressed at considerable length, and the resolutions were carried unanimously amid loud cheering, after which the company separated highly delighted with the proceedings of the evening. the people of this country have long been deprived of their just rights, and it is the duty of every man who loves his country to come forward and assist in the great cause of liberty and justice; the meeting was addressed at considerable length, and the resolutions were carried unanimously amid loud cheering, after which the company separated highly delighted with the proceedings of the evening. the people of this country have long been deprived of their just rights, and it is the duty of every man who loves his country to come forward and assist in the great cause of liberty and justice; the meeting was addressed at considerable length, and the resolutions were carried unanimously amid loud cheering, after which the company separated highly delighted with the proceedings of the evening. (24, 2412, 162, 2575)
advert-heading: GENUINE CHARTIST TRACTS, PAMPHLETS, AND PERIODICALS, now publishing at 1, Shoe-lane, London. (452, 233, 579, 251)
filler-paragraph: the people of this country have long been deprived of their just rights, and it is the duty of every man who loves his country to come forward and assist in the great cause of liberty and justice; the meeting was addressed at considerable length, and the resolutions were carried unanimously amid loud cheering, after which the company separated highly delighted with the proceedings of the evening. the people of this country have long been deprived of their just rights, and it is the duty of every man who loves his country to come forward and assist in the great cause of liberty and justice; the meeting was addressed at considerable length, and the resolutions were carried unanimously amid loud cheering, after which the company separated highly delighted with the proceedings of the evening. the people of this country have long been deprived of their just rights, and it is the duty of every man who loves his country to come forward and assist in the great cause of liberty and justice; the meeting was addressed at considerable length, and the resolutions were carried unanimously amid loud cheering, after which the company separated highly delighted with the proceedings of the evening. the people of this country have long been deprived of their just rights, and it is the duty of every man who loves his country to come forward and assist in the great cause of liberty and justice; the meeting was addressed at considerable length, and the resolutions were carried unanimously amid loud cheering, after which the company separated highly delighted with the proceedings of the evening. the people of this country have long been deprived of their just rights, and it is the duty of every man who loves his country to come forward and assist in the great cause of liberty and justice; the meeting was addressed at considerable length, and the resolutions were carried unanimously amid loud cheering, after which the company separated highly delighted with the proceedings of the evening. the people of this country have long been deprived of their just rights, and it is the duty of every man who loves his country to come forward and assist in the great cause of liberty and justice; the meeting was addressed at considerable length, and the resolutions were carried unanimously amid loud cheering, after which the company separated highly delighted with the proceedings of the evening. the people of this country have long been deprived of their just rights, and it is the duty of every man who loves his country to come forward and assist in the great cause of liberty and justice; the meeting was addressed at considerable length, and the resolutions were carried unanimously amid loud cheering, after which the company separated highly delighted with the proceedings of the evening. the people of this country have long been deprived of their just rights, and it is the duty of every man who loves his country to come forward and assist in the great cause of liberty and justice; the meeting was addressed at considerable length, and the resolutions were carried unanimously amid loud cheering, after which the company separated highly delighted with the proceedings of the evening. the people of this country have long been deprived of their just rights, and it is the duty of every man who loves his country to come forward and assist in the great cause of liberty and justice; the meeting was addressed at considerable length, and the resolutions were carried unanimously amid loud cheering, after which the company separated highly delighted with the proceedings of the evening. the people of this country have long been deprived of their just rights, and it is the duty of every man who loves his country to come forward and assist in the great cause of liberty and justice; the meeting was addressed at considerable length, and the resolutions were carried unanimously amid loud cheering, after which the company separated highly delighted with the proceedings of the evening. (171, 1361, 305, 1761)
advert-paragraph: No. 3. A FEW HINTS ABOUT THE ARMY. (454, 289, 549, 294)
filler-paragraph: the people of this country have long been deprived of their just rights, and it is the duty of every man who loves his country to come forward and assist in the great cause of liberty and justice; the meeting was addressed at considerable length, and the resolutions were carried unanimously amid loud cheering, after which the company separated highly delighted with the proceedings of the evening. the people of this country have long been deprived of their just rights, and it is the duty of every man who loves his country to come forward and assist in the great cause of liberty and justice; the meeting was addressed at considerable length, and the resolutions were carried unanimously amid loud cheering, after which the company separated highly delighted with the proceedings of the evening. the people of this country have long been deprived of their just rights, and it is the duty of every man who loves his country to come forward and assist in the great cause of liberty and justice; the meeting was addressed at considerable length, and the resolutions were carried unanimously amid loud cheering, after which the company separated highly delighted with the proceedings of the evening. the people of this country have long been deprived of their just rights, and it is the duty of every man who loves his country to come forward and assist in the great cause of liberty and justice; the meeting was addressed at considerable length, and the resolutions were carried unanimously amid loud cheering, after which the company separated highly delighted with the proceedings of the evening. the people of this country have long been deprived of their just rights, and it is the duty of every man who loves his country to come forward and assist in the great cause of liberty and justice; the meeting was addressed at considerable length, and the resolutions were carried unanimously amid loud cheering, after which the company separated highly delighted with the proceedings of the evening. (310, 52, 444, 255)
filler-paragraph: the people of this country have long been deprived of their just rights, and it is the duty of every man who loves his country to come forward and assist in the great cause of liberty and justice; the meeting was addressed at considerable length, and the resolutions were carried unanimously amid loud cheering, after which the company separated highly delighted with the proceedings of the evening. the people of this country have long been deprived of their just rights, and it is the duty of every man who loves his country to come forward and assist in the great cause of liberty and justice; the meeting was addressed at considerable length, and the resolutions were carried unanimously amid loud cheering, after which the company separated highly delighted with the proceedings of the evening. the people of this country have long been deprived of their just rights, and it is the duty of every man who loves his country to come forward and assist in the great cause of liberty and justice; the meeting was addressed at considerable length, and the resolutions were carried unanimously amid loud cheering, after which the company separated highly delighted with the proceedings of the evening. the people of this country have long been deprived of their just rights, and it is the duty of every man who loves his country to come forward and assist in the great cause of liberty and justice; the meeting was addressed at considerable length, and the resolutions were carried unanimously amid loud cheering, after which the company separated highly delighted with the proceedings of the evening. (24, 70, 162, 233)
advert-paragraph: No. 2. AN ADDRESS TO THE WORKING MEN OF ENGLAND, SCOTLAND, & WALES; written by Henry Vincent, in Oakham Gaol. (449, 271, 583, 288)
article-paragraph: PROBABLY no theory can come more welcome to the human mind than the one which establishes, on good grounds, a hope for prolonged existence; for, notwithstanding the trials, vexations, and difficulties attending this life, the love of life and the dread of death are inherent in all. (310, 1126, 444, 1160)
advert-paragraph: And at the Advertiser Office, Lowgate, Hull. (732, 1815, 833, 1821)
